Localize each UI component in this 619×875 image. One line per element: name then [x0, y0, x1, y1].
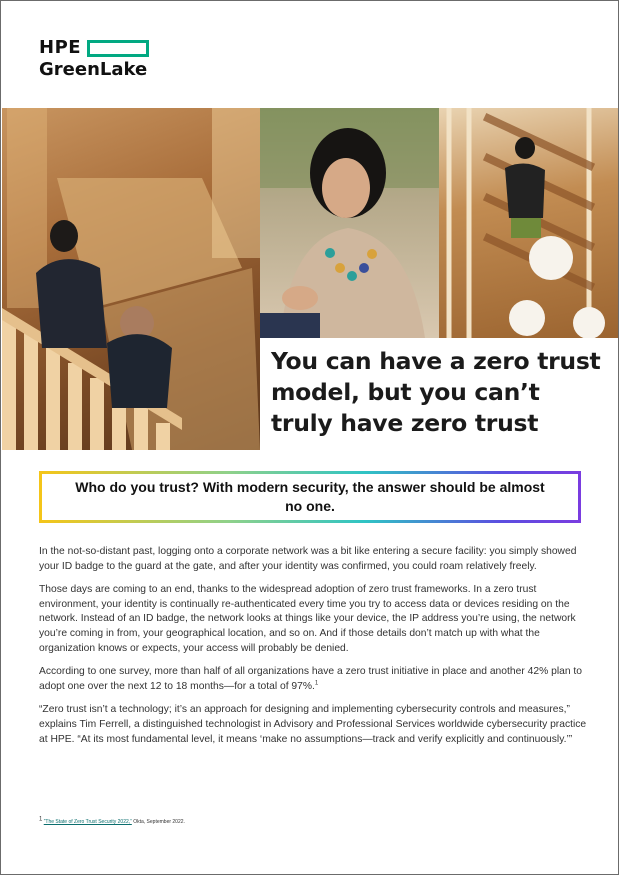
paragraph-3-text: According to one survey, more than half of all organizations have a zero trust initiative in place and another 42% plan to adopt one over the next 12 to 18 months—for a total of 97%. — [39, 666, 583, 692]
paragraph-4: “Zero trust isn’t a technology; it’s an approach for designing and implementing cybersecurity controls and measures,” explains Tim Ferrell, a distinguished technologist in Advisory and Professional Services worldwide cybersecurity practice at HPE. “At its most fundamental level, it means ‘make no assumptions—track and verify explicitly and continuously.’” — [39, 704, 587, 745]
photo-stairwell-conversation — [2, 108, 260, 450]
photo-woman-speaking — [260, 108, 439, 338]
paragraph-1: In the not-so-distant past, logging onto a corporate network was a bit like entering a secure facility: you simply showed your ID badge to the guard at the gate, and after your identity was confirmed, you could roam relatively freely. — [39, 546, 577, 572]
hpe-greenlake-logo — [39, 38, 149, 81]
footnote-source: Okta, September 2022. — [131, 819, 185, 825]
page-headline: You can have a zero trust model, but you can’t truly have zero trust — [271, 347, 601, 437]
logo-greenlake-text: GreenLake — [39, 59, 148, 80]
footnote-link[interactable]: “The State of Zero Trust Security 2022,” — [43, 819, 132, 825]
footnote-number: 1 — [39, 816, 43, 823]
article-body — [39, 545, 587, 756]
footnote — [39, 816, 185, 825]
photo-staircase-from-above — [439, 108, 619, 338]
logo-hpe-text: HPE — [39, 37, 82, 58]
callout-text: Who do you trust? With modern security, the answer should be almost no one. — [75, 479, 545, 514]
callout-box — [39, 471, 581, 523]
paragraph-3 — [39, 665, 587, 694]
logo-green-rectangle-icon — [87, 40, 149, 57]
paragraph-2: Those days are coming to an end, thanks to the widespread adoption of zero trust frameworks. In a zero trust environment, your identity is continually re-authenticated every time you try to access data or devices residing on the network. Instead of an ID badge, the network looks at things like your device, the IP address you’re using, the network you’re coming in from, your geographical location, and so on. And if those details don’t match up with what the organization knows or expects, your access will probably be denied. — [39, 584, 576, 654]
footnote-marker: 1 — [314, 680, 319, 687]
